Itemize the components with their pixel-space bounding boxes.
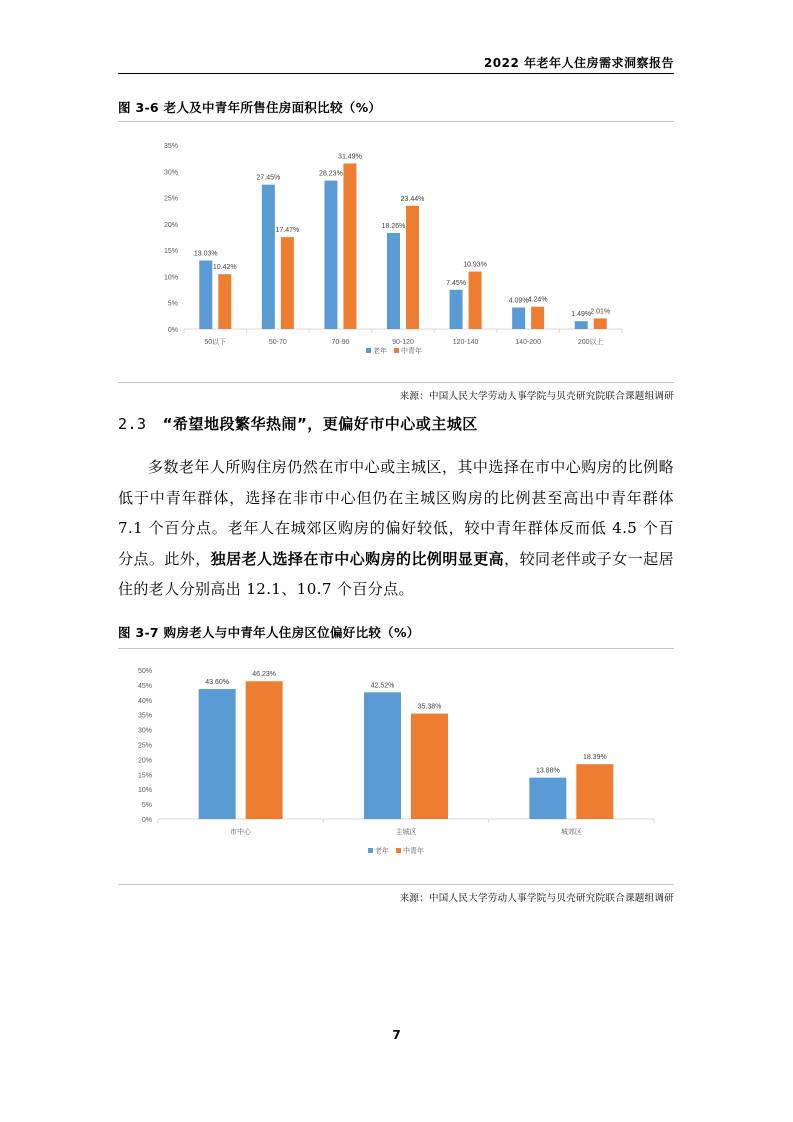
chart2-legend-label: 老年 bbox=[375, 848, 389, 855]
header-rule bbox=[118, 73, 674, 74]
chart1-category-label: 120-140 bbox=[452, 339, 479, 346]
figure1-bottom-rule bbox=[118, 382, 674, 383]
figure2-source: 来源：中国人民大学劳动人事学院与贝壳研究院联合课题组调研 bbox=[399, 893, 674, 904]
chart1-bar-young bbox=[343, 163, 356, 329]
chart1-category-label: 200以上 bbox=[577, 339, 604, 346]
chart2-ytick-label: 20% bbox=[137, 757, 152, 765]
chart1-bar-elderly bbox=[324, 181, 337, 329]
chart2-ytick-label: 10% bbox=[137, 787, 152, 795]
chart1-legend-label: 老年 bbox=[373, 348, 387, 355]
chart2-ytick-label: 50% bbox=[137, 668, 152, 675]
chart1-ytick-label: 0% bbox=[167, 327, 178, 334]
chart1-category-label: 50以下 bbox=[204, 339, 227, 346]
chart1-ytick-label: 5% bbox=[167, 300, 178, 308]
chart2-ytick-label: 25% bbox=[137, 742, 152, 750]
chart2-bar-elderly bbox=[199, 689, 236, 819]
figure1-title: 图 3-6 老人及中青年所售住房面积比较（%） bbox=[118, 100, 382, 115]
chart1-ytick-label: 30% bbox=[163, 169, 178, 177]
figure2-location-chart bbox=[118, 655, 674, 870]
chart2-ytick-label: 15% bbox=[137, 772, 152, 780]
section-heading bbox=[118, 413, 478, 434]
paragraph-bold-text: 独居老人选择在市中心购房的比例明显更高 bbox=[210, 549, 505, 568]
chart1-bar-elderly bbox=[575, 321, 588, 329]
chart1-data-label: 13.03% bbox=[193, 250, 218, 258]
figure1-source: 来源：中国人民大学劳动人事学院与贝壳研究院联合课题组调研 bbox=[399, 391, 674, 402]
chart2-ytick-label: 35% bbox=[137, 712, 152, 720]
chart1-bar-young bbox=[406, 206, 419, 329]
chart2-category-label: 主城区 bbox=[395, 829, 417, 836]
chart1-bar-young bbox=[594, 318, 607, 329]
chart1-data-label: 2.01% bbox=[590, 308, 611, 316]
chart2-legend-label: 中青年 bbox=[403, 848, 424, 855]
chart1-bar-elderly bbox=[450, 290, 463, 329]
chart2-legend-swatch bbox=[396, 848, 401, 853]
chart1-data-label: 17.47% bbox=[275, 227, 300, 235]
chart2-data-label: 18.39% bbox=[582, 754, 607, 762]
chart1-category-label: 70-90 bbox=[331, 339, 350, 346]
chart2-bar-young bbox=[576, 764, 613, 819]
chart1-data-label: 18.26% bbox=[381, 223, 406, 231]
chart1-ytick-label: 15% bbox=[163, 248, 178, 256]
figure2-title: 图 3-7 购房老人与中青年人住房区位偏好比较（%） bbox=[118, 625, 420, 640]
figure1-top-rule bbox=[118, 121, 674, 122]
page-number: 7 bbox=[392, 1028, 401, 1042]
chart2-bar-elderly bbox=[529, 778, 566, 819]
chart1-legend-swatch bbox=[366, 348, 371, 353]
chart1-ytick-label: 35% bbox=[163, 143, 178, 150]
chart2-ytick-label: 5% bbox=[141, 802, 152, 810]
chart1-data-label: 31.49% bbox=[338, 153, 362, 161]
chart2-ytick-label: 30% bbox=[137, 727, 152, 735]
chart2-legend-swatch bbox=[368, 848, 373, 853]
chart1-category-label: 50-70 bbox=[268, 339, 287, 346]
figure1-area-chart bbox=[118, 130, 674, 370]
chart2-bar-young bbox=[411, 714, 448, 819]
chart1-legend-swatch bbox=[394, 348, 399, 353]
paragraph-text-2: ，较同老伴或子女一起居住的老人分别高出 12.1、10.7 个百分点。 bbox=[118, 549, 674, 598]
chart1-bar-young bbox=[469, 272, 482, 329]
chart2-bar-elderly bbox=[364, 692, 401, 819]
chart1-data-label: 10.42% bbox=[212, 264, 237, 272]
chart1-data-label: 4.24% bbox=[527, 296, 548, 304]
chart1-data-label: 23.44% bbox=[400, 195, 425, 203]
chart1-data-label: 27.45% bbox=[256, 174, 281, 182]
chart2-ytick-label: 40% bbox=[137, 697, 152, 705]
chart2-category-label: 城郊区 bbox=[560, 829, 582, 836]
chart2-ytick-label: 0% bbox=[141, 817, 152, 824]
chart1-bar-elderly bbox=[262, 185, 275, 329]
chart1-bar-elderly bbox=[199, 260, 212, 329]
chart2-ytick-label: 45% bbox=[137, 682, 152, 690]
section-number: 2.3 bbox=[118, 415, 147, 433]
chart2-data-label: 13.88% bbox=[535, 767, 560, 775]
paragraph-text-1: 多数老年人所购住房仍然在市中心或主城区，其中选择在市中心购房的比例略低于中青年群体，选择在非市中心但仍在主城区购房的比例甚至高出中青年群体 7.1 个百分点。老年人在城郊区购房的偏好较低，较中青年群体反而低 4.5 个百分点。此外， bbox=[118, 458, 674, 568]
chart1-bar-young bbox=[281, 237, 294, 329]
section-title: “希望地段繁华热闹”，更偏好市中心或主城区 bbox=[162, 415, 478, 433]
chart1-bar-elderly bbox=[387, 233, 400, 329]
chart1-ytick-label: 25% bbox=[163, 195, 178, 203]
chart1-data-label: 10.93% bbox=[463, 261, 487, 269]
chart1-bar-elderly bbox=[512, 307, 525, 329]
report-header-title: 2022 年老年人住房需求洞察报告 bbox=[483, 56, 674, 70]
chart2-bar-young bbox=[246, 681, 283, 819]
chart1-ytick-label: 10% bbox=[163, 274, 178, 282]
chart1-bar-young bbox=[218, 274, 231, 329]
chart2-data-label: 46.23% bbox=[252, 671, 277, 679]
figure2-bottom-rule bbox=[118, 884, 674, 885]
chart2-data-label: 43.60% bbox=[205, 679, 230, 687]
chart1-category-label: 90-120 bbox=[392, 339, 414, 346]
body-paragraph bbox=[118, 452, 674, 605]
chart1-legend-label: 中青年 bbox=[401, 348, 422, 355]
chart1-ytick-label: 20% bbox=[163, 221, 178, 229]
chart2-category-label: 市中心 bbox=[230, 829, 252, 836]
chart1-bar-young bbox=[531, 307, 544, 329]
chart1-data-label: 4.09% bbox=[508, 297, 529, 305]
figure2-top-rule bbox=[118, 648, 674, 649]
chart1-data-label: 1.49% bbox=[571, 311, 592, 319]
chart2-data-label: 35.38% bbox=[417, 703, 442, 711]
chart2-data-label: 42.52% bbox=[370, 682, 395, 690]
chart1-category-label: 140-200 bbox=[515, 339, 541, 346]
chart1-data-label: 7.45% bbox=[446, 279, 467, 287]
chart1-data-label: 28.23% bbox=[319, 170, 343, 178]
